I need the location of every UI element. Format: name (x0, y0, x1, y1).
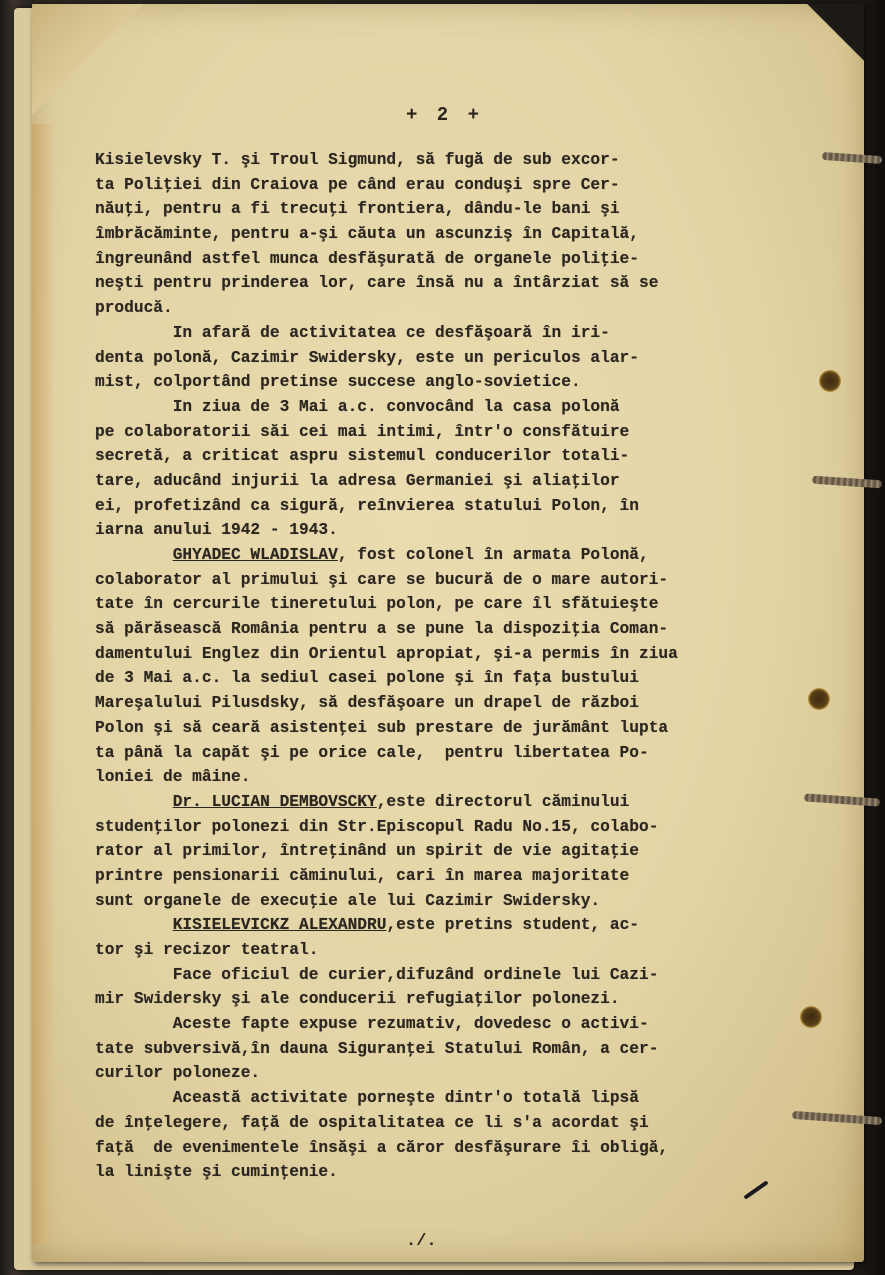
text-line: Mareşalului Pilusdsky, să desfăşoare un drapel de război (95, 694, 639, 713)
text-line: producă. (95, 299, 173, 318)
text-fragment: , fost colonel în armata Polonă, (337, 546, 649, 564)
text-fragment: ,este directorul căminului (376, 792, 630, 811)
text-line: Această activitate porneşte dintr'o totală lipsă (95, 1089, 639, 1108)
text-line: curilor poloneze. (95, 1064, 261, 1083)
pen-mark (743, 1180, 768, 1199)
folded-corner (32, 4, 142, 114)
text-line: neşti pentru prinderea lor, care însă nu a întârziat să se (95, 274, 659, 293)
punch-hole-icon (808, 688, 830, 710)
indent (95, 793, 173, 811)
document-body (95, 148, 735, 1185)
text-line: să părăsească România pentru a se pune la dispoziţia Coman- (95, 620, 669, 639)
text-line: In ziua de 3 Mai a.c. convocând la casa polonă (95, 397, 620, 416)
text-line: tor şi recizor teatral. (95, 941, 319, 959)
text-line: de 3 Mai a.c. la sediul casei polone şi în faţa bustului (95, 669, 639, 688)
text-line: secretă, a criticat aspru sistemul conducerilor totali- (95, 447, 630, 466)
text-line: tate în cercurile tineretului polon, pe care îl sfătuieşte (95, 595, 659, 614)
text-line: rator al primilor, întreţinând un spirit de vie agitaţie (95, 842, 639, 861)
punch-hole-icon (800, 1006, 822, 1028)
indent (95, 916, 173, 934)
punch-hole-icon (819, 370, 841, 392)
text-line: denta polonă, Cazimir Swidersky, este un periculos alar- (95, 348, 639, 367)
text-line: damentului Englez din Orientul apropiat, şi-a permis în ziua (95, 644, 678, 663)
text-line: Kisielevsky T. şi Troul Sigmund, să fugă de sub excor- (95, 151, 620, 169)
indent (95, 546, 173, 564)
text-line: studenţilor polonezi din Str.Episcopul Radu No.15, colabo- (95, 817, 659, 836)
text-line: îngreunând astfel munca desfăşurată de organele poliţie- (95, 249, 639, 268)
text-fragment: ,este pretins student, ac- (386, 916, 640, 935)
text-line: Face oficiul de curier,difuzând ordinele lui Cazi- (95, 965, 659, 984)
text-line: faţă de evenimentele însăşi a căror desfăşurare îi obligă, (95, 1138, 669, 1157)
text-line: la linişte şi cuminţenie. (95, 1163, 338, 1182)
text-line: ta până la capăt şi pe orice cale, pentru libertatea Po- (95, 743, 649, 762)
torn-corner (794, 4, 864, 74)
person-name: Dr. LUCIAN DEMBOVSCKY (172, 792, 377, 811)
text-line: printre pensionarii căminului, cari în marea majoritate (95, 866, 630, 885)
text-line (95, 913, 735, 938)
text-line: colaborator al primului şi care se bucură de o mare autori- (95, 570, 669, 589)
text-line: In afară de activitatea ce desfăşoară în iri- (95, 323, 610, 342)
text-line: tare, aducând injurii la adresa Germaniei şi aliaţilor (95, 471, 620, 490)
text-line: iarna anului 1942 - 1943. (95, 521, 338, 540)
person-name: KISIELEVICKZ ALEXANDRU (172, 916, 387, 935)
text-line: loniei de mâine. (95, 768, 251, 787)
page-number: + 2 + (406, 104, 484, 126)
text-line: pe colaboratorii săi cei mai intimi, într'o consfătuire (95, 422, 630, 441)
text-line: năuţi, pentru a fi trecuţi frontiera, dându-le bani şi (95, 200, 620, 219)
text-line: tate subversivă,în dauna Siguranţei Statului Român, a cer- (95, 1039, 659, 1058)
text-line: Aceste fapte expuse rezumativ, dovedesc o activi- (95, 1015, 649, 1034)
text-line (95, 543, 735, 568)
text-line: mist, colportând pretinse succese anglo-sovietice. (95, 373, 581, 392)
continuation-mark: ./. (406, 1232, 437, 1251)
person-name: GHYADEC WLADISLAV (172, 546, 338, 564)
text-line: Polon şi să ceară asistenţei sub prestare de jurământ lupta (95, 718, 669, 737)
text-line: ta Poliţiei din Craiova pe când erau conduşi spre Cer- (95, 175, 620, 194)
text-line: sunt organele de execuţie ale lui Cazimir Swidersky. (95, 891, 601, 910)
text-line: îmbrăcăminte, pentru a-şi căuta un ascunziş în Capitală, (95, 225, 639, 244)
page-edge-stain (32, 124, 54, 1244)
text-line: mir Swidersky şi ale conducerii refugiaţilor polonezi. (95, 990, 620, 1009)
text-line: ei, profetizând ca sigură, reînvierea statului Polon, în (95, 496, 639, 515)
text-line (95, 790, 735, 815)
text-line: de înţelegere, faţă de ospitalitatea ce li s'a acordat şi (95, 1113, 649, 1132)
